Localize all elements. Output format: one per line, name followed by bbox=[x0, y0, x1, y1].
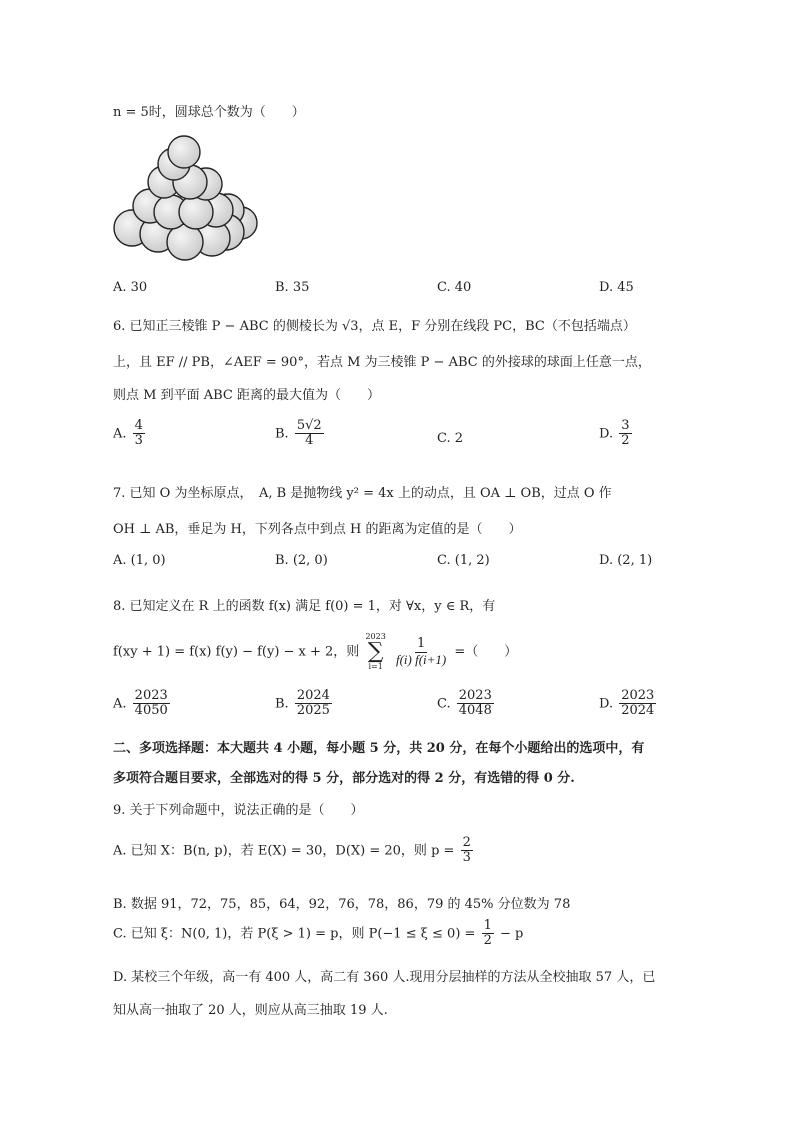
q5-stem: n = 5时，圆球总个数为（ ） bbox=[113, 105, 305, 120]
section2-heading-line2: 多项符合题目要求，全部选对的得 5 分，部分选对的得 2 分，有选错的得 0 分. bbox=[113, 771, 575, 786]
q6-option-d: D. $\frac{3}{2}$ bbox=[599, 418, 630, 449]
q6-option-a: A. $\frac{4}{3}$ bbox=[113, 418, 143, 449]
q7-option-d: D. (2, 1) bbox=[599, 553, 653, 568]
ball-pyramid-figure bbox=[108, 130, 263, 268]
q8-option-d: D. $\frac{2023}{2024}$ bbox=[599, 688, 655, 719]
q7-line2: OH ⊥ AB，垂足为 H，下列各点中到点 H 的距离为定值的是（ ） bbox=[113, 522, 522, 537]
q7-option-a: A. (1, 0) bbox=[113, 553, 166, 568]
q7-line1: 7. 已知 O 为坐标原点， A, B 是抛物线 y² = 4x 上的动点，且 OA ⊥ OB，过点 O 作 bbox=[113, 486, 612, 501]
q9-option-d-line1: D. 某校三个年级，高一有 400 人，高二有 360 人.现用分层抽样的方法从全校抽取 57 人，已 bbox=[113, 970, 656, 985]
q6-option-b: B. $\frac{5√2}{4}$ bbox=[275, 418, 322, 449]
q5-option-b: B. 35 bbox=[275, 280, 310, 295]
q9-option-a: A. 已知 X：B(n, p)，若 E(X) = 30，D(X) = 20，则 p = $\frac{2}{3}$ bbox=[113, 835, 471, 866]
q7-option-b: B. (2, 0) bbox=[275, 553, 328, 568]
q8-option-b: B. $\frac{2024}{2025}$ bbox=[275, 688, 330, 719]
q9-option-b: B. 数据 91，72，75，85，64，92，76，78，86，79 的 45% 分位数为 78 bbox=[113, 897, 571, 912]
q7-option-c: C. (1, 2) bbox=[437, 553, 490, 568]
q6-line3: 则点 M 到平面 ABC 距离的最大值为（ ） bbox=[113, 388, 380, 403]
q8-option-c: C. $\frac{2023}{4048}$ bbox=[437, 688, 492, 719]
q8-summation: 2023 ∑ i=1 bbox=[365, 632, 386, 671]
q9-option-c: C. 已知 ξ：N(0, 1)，若 P(ξ > 1) = p，则 P(−1 ≤ ξ ≤ 0) = $\frac{1}{2}$ − p bbox=[113, 918, 524, 949]
q6-line2: 上，且 EF // PB，∠AEF = 90°，若点 M 为三棱锥 P − ABC 的外接球的球面上任意一点， bbox=[113, 355, 651, 370]
q8-line2: f(xy + 1) = f(x) f(y) − f(y) − x + 2，则 2023 ∑ i=1 $\frac{1}{f(i) f(i+1)}$ =（ ） bbox=[113, 632, 518, 671]
q5-option-c: C. 40 bbox=[437, 280, 472, 295]
q5-option-a: A. 30 bbox=[113, 280, 148, 295]
q8-option-a: A. $\frac{2023}{4050}$ bbox=[113, 688, 168, 719]
q5-option-d: D. 45 bbox=[599, 280, 634, 295]
q9-option-d-line2: 知从高一抽取了 20 人，则应从高三抽取 19 人. bbox=[113, 1003, 388, 1018]
q9-stem: 9. 关于下列命题中，说法正确的是（ ） bbox=[113, 803, 364, 818]
q6-line1: 6. 已知正三棱锥 P − ABC 的侧棱长为 √3，点 E，F 分别在线段 PC，BC（不包括端点） bbox=[113, 319, 636, 334]
q8-line1: 8. 已知定义在 R 上的函数 f(x) 满足 f(0) = 1，对 ∀x，y ∈ R，有 bbox=[113, 599, 496, 614]
section2-heading-line1: 二、多项选择题：本大题共 4 小题，每小题 5 分，共 20 分，在每个小题给出的选项中，有 bbox=[113, 741, 645, 756]
q6-option-c: C. 2 bbox=[437, 431, 464, 446]
